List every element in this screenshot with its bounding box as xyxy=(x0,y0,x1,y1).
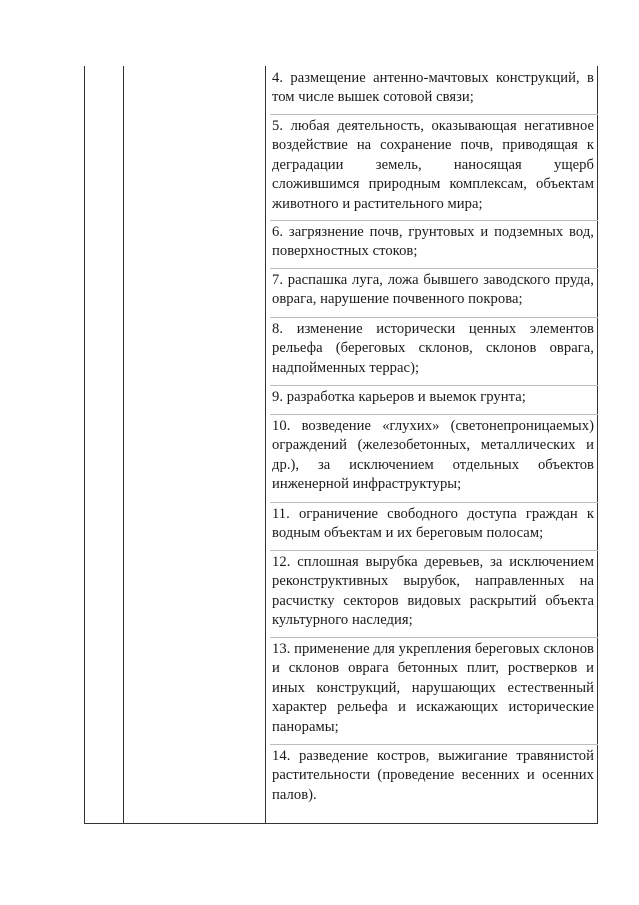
list-item: 14. разведение костров, выжигание травянистой растительности (проведение весенних и осенних палов). xyxy=(272,748,594,803)
list-item: 5. любая деятельность, оказывающая негативное воздействие на сохранение почв, приводящая к деградации земель, наносящая ущерб сложившимся природным комплексам, объектам животного и растительного мира; xyxy=(270,115,598,221)
list-item: 11. ограничение свободного доступа граждан к водным объектам и их береговым полосам; xyxy=(270,503,598,551)
list-item: 7. распашка луга, ложа бывшего заводского пруда, оврага, нарушение почвенного покрова; xyxy=(270,269,598,318)
list-item: 9. разработка карьеров и выемок грунта; xyxy=(270,386,598,415)
list-item: 13. применение для укрепления береговых склонов и склонов оврага бетонных плит, ростверков и иных конструкций, нарушающих естественный характер рельефа и искажающих исторические панорамы; xyxy=(270,638,598,745)
list-item: 10. возведение «глухих» (светонепроницаемых) ограждений (железобетонных, металлических и др.), за исключением отдельных объектов инженерной инфраструктуры; xyxy=(270,415,598,503)
list-item: 12. сплошная вырубка деревьев, за исключением реконструктивных вырубок, направленных на расчистку секторов видовых раскрытий объекта культурного наследия; xyxy=(270,551,598,638)
column-divider-1 xyxy=(123,66,124,823)
list-item: 8. изменение исторически ценных элементов рельефа (береговых склонов, склонов оврага, надпойменных террас); xyxy=(270,318,598,386)
list-item: 6. загрязнение почв, грунтовых и подземных вод, поверхностных стоков; xyxy=(270,221,598,269)
list-item: 4. размещение антенно-мачтовых конструкций, в том числе вышек сотовой связи; xyxy=(270,67,598,115)
restrictions-list xyxy=(270,67,598,815)
column-divider-2 xyxy=(265,66,266,823)
